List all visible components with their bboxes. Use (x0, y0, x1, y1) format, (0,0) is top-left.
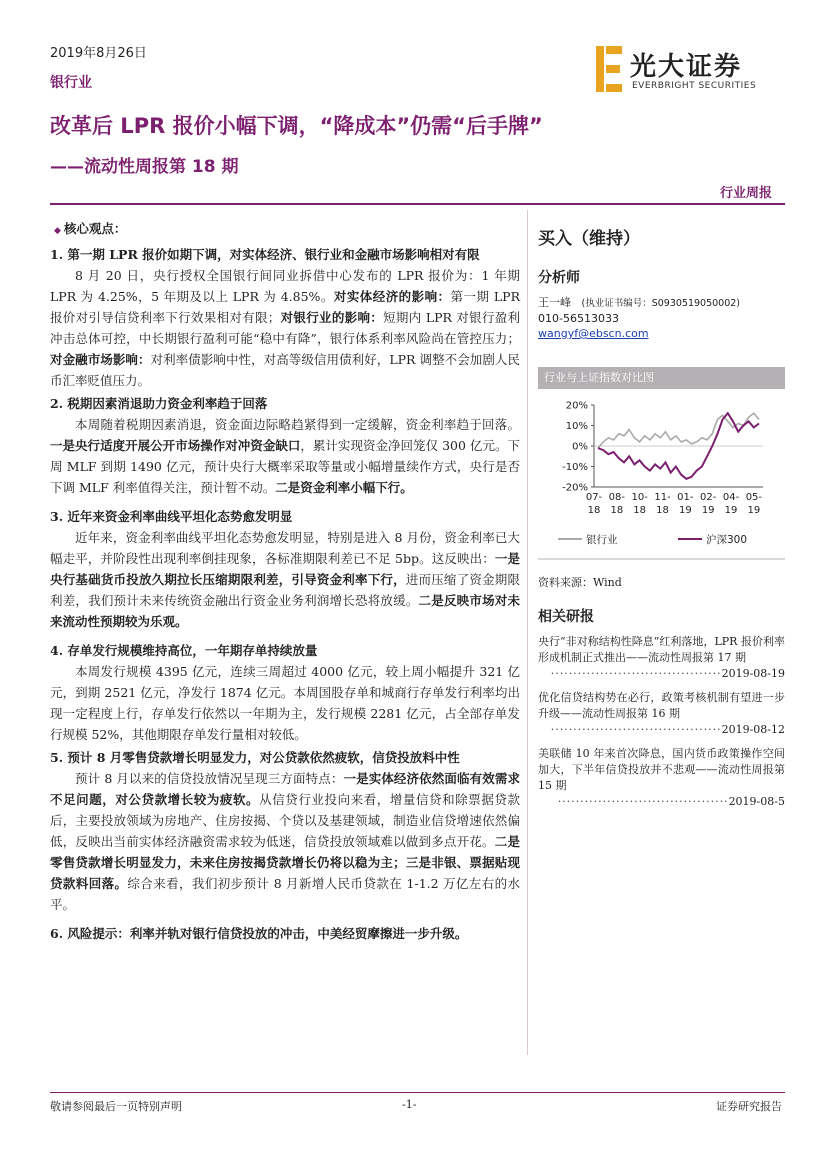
related-report-title[interactable]: 美联储 10 年来首次降息，国内货币政策操作空间加大，下半年信贷投放并不悲观——流动性周报第 15 期 (538, 747, 785, 792)
analyst-phone: 010-56513033 (538, 312, 619, 325)
leader-dots: ······································ (550, 723, 722, 736)
bold-text: 对实体经济的影响： (333, 289, 451, 304)
leader-dots: ······································ (550, 667, 722, 680)
body-text: 本周发行规模 4395 亿元，连续三周超过 4000 亿元，较上周小幅提升 321 亿元，到期 2521 亿元，净发行 1874 亿元。本周国股存单和城商行存单发行利率均出现一定程度上行，存单发行依然以一年期为主，发行规模 2281 亿元，占全部存单发行规模 52%，其他期限存单发行量相对较低。 (50, 664, 520, 742)
core-heading (50, 218, 520, 242)
x-tick-label: 05- (745, 492, 763, 503)
everbright-logo-icon (594, 46, 624, 92)
bold-text: 对银行业的影响： (280, 310, 384, 325)
series-line-bank (598, 413, 759, 448)
x-tick-label: 07- (585, 492, 603, 503)
legend-label: 沪深300 (706, 534, 748, 546)
column-divider (527, 210, 528, 1055)
main-content (50, 218, 520, 944)
section-heading: 1. 第一期 LPR 报价如期下调，对实体经济、银行业和金融市场影响相对有限 (50, 247, 480, 262)
analyst-name: 王一峰 (538, 296, 571, 309)
x-tick-label: 19 (701, 505, 715, 516)
spacer (50, 632, 520, 638)
logo-chinese-text: 光大证券 (630, 52, 743, 82)
body-text: ，累计实现资金净回笼仅 300 亿元。下周 MLF 到期 1490 亿元，预计央行大概率采取等量或小幅增量续作方式，央行是否下调 MLF 利率值得关注，预计暂不动。 (50, 438, 520, 495)
report-title: 改革后 LPR 报价小幅下调，“降成本”仍需“后手牌” (50, 114, 543, 138)
sections-container (50, 244, 520, 944)
x-tick-label: 02- (700, 492, 717, 503)
section-paragraph (50, 768, 520, 915)
body-text: 8 月 20 日，央行授权全国银行间同业拆借中心发布的 LPR 报价为：1 年期 LPR 为 4.25%，5 年期及以上 LPR 为 4.85%。 (50, 268, 520, 304)
company-logo (594, 44, 784, 96)
related-report-title[interactable]: 央行“非对称结构性降息”红利落地，LPR 报价利率形成机制正式推出——流动性周报第 17 期 (538, 635, 785, 664)
bold-text: 二是零售贷款增长明显发力，未来住房按揭贷款增长仍将以稳为主；三是非银、票据贴现贷款料回落。 (50, 834, 520, 891)
diamond-icon: ◆ (54, 226, 61, 236)
x-tick-label: 10- (631, 492, 648, 503)
body-text: 第一期 LPR 报价对引导信贷利率下行效果相对有限； (50, 289, 520, 325)
footer-report-label: 证券研究报告 (716, 1100, 782, 1113)
bold-text: 对金融市场影响： (50, 352, 151, 367)
y-tick-label: 10% (565, 421, 588, 432)
x-tick-label: 11- (654, 492, 671, 503)
leader-dots: ······································ (557, 795, 729, 808)
body-text: 近年来，资金利率曲线平坦化态势愈发明显，特别是进入 8 月份，资金利率已大幅走平，并阶段性出现利率倒挂现象，各标准期限利差已不足 5bp。这反映出： (50, 530, 520, 566)
section-paragraph (50, 265, 520, 391)
related-report-date (538, 722, 785, 738)
logo-english-text: EVERBRIGHT SECURITIES (632, 81, 757, 91)
spacer (50, 915, 520, 921)
x-tick-label: 19 (724, 505, 738, 516)
bold-text: 一是央行适度开展公开市场操作对冲资金缺口 (50, 438, 301, 453)
y-tick-label: 20% (565, 400, 588, 412)
related-heading: 相关研报 (538, 609, 594, 625)
section-heading: 4. 存单发行规模维持高位，一年期存单持续放量 (50, 643, 318, 658)
related-report-date-value: 2019-08-12 (721, 723, 785, 736)
x-tick-label: 01- (677, 492, 694, 503)
chart-svg (538, 389, 785, 567)
bold-text: 二是资金利率小幅下行。 (275, 480, 413, 495)
y-tick-label: -20% (562, 482, 588, 494)
related-report-title[interactable]: 优化信贷结构势在必行，政策考核机制有望进一步升级——流动性周报第 16 期 (538, 691, 785, 720)
page-number: -1- (402, 1098, 417, 1111)
body-text: 预计 8 月以来的信贷投放情况呈现三方面特点： (75, 771, 344, 786)
related-report-date-value: 2019-08-19 (721, 667, 785, 680)
body-text: 从信贷行业投向来看，增量信贷和除票据贷款后，主要投放领域为房地产、住房按揭、个贷以及基建领域，制造业信贷增速依然偏低，反映出当前实体经济融资需求较为低迷，信贷投放领域难以做到多点开花。 (50, 792, 520, 849)
legend-label: 银行业 (586, 534, 618, 546)
x-tick-label: 19 (678, 505, 692, 516)
section-paragraph (50, 414, 520, 498)
body-text: 综合来看，我们初步预计 8 月新增人民币贷款在 1-1.2 万亿左右的水平。 (50, 876, 520, 912)
x-tick-label: 04- (722, 492, 740, 503)
analyst-heading: 分析师 (538, 270, 580, 286)
report-type: 行业周报 (720, 186, 773, 201)
body-text: 本周随着税期因素消退，资金面边际略趋紧得到一定缓解，资金利率趋于回落。 (75, 417, 520, 432)
analyst-name-line (538, 295, 785, 311)
x-tick-label: 18 (633, 505, 647, 516)
sidebar (538, 218, 785, 810)
report-subtitle: ——流动性周报第 18 期 (50, 157, 239, 177)
bold-text: 一是实体经济依然面临有效需求不足问题，对公贷款增长较为疲软。 (50, 771, 520, 807)
core-heading-text: 核心观点： (63, 221, 127, 236)
section-heading: 2. 税期因素消退助力资金利率趋于回落 (50, 396, 268, 411)
related-reports-list (538, 634, 785, 810)
x-tick-label: 18 (610, 505, 624, 516)
comparison-chart (538, 367, 785, 570)
body-text: 进而压缩了资金期限利差，我们预计未来传统资金融出行资金业务利润增长恐将放缓。 (50, 572, 520, 608)
analyst-cert: (执业证书编号：S0930519050002) (581, 298, 741, 309)
analyst-email-link[interactable]: wangyf@ebscn.com (538, 327, 649, 340)
spacer (50, 498, 520, 504)
section-heading: 5. 预计 8 月零售贷款增长明显发力，对公贷款依然疲软，信贷投放料中性 (50, 750, 460, 765)
body-text: 对利率债影响中性，对高等级信用债利好，LPR 调整不会加剧人民币汇率贬值压力。 (50, 352, 520, 388)
bold-text: 一是央行基础货币投放久期拉长压缩期限利差，引导资金利率下行， (50, 551, 520, 587)
body-text: 短期内 LPR 对银行盈利冲击总体可控，中长期银行盈利可能“稳中有降”，银行体系利率风险尚在管控压力； (50, 310, 520, 346)
x-tick-label: 08- (608, 492, 626, 503)
section-heading: 3. 近年来资金利率曲线平坦化态势愈发明显 (50, 509, 293, 524)
bold-text: 二是反映市场对未来流动性预期较为乐观。 (50, 593, 520, 629)
related-report-date-value: 2019-08-5 (728, 795, 785, 808)
x-tick-label: 19 (747, 505, 761, 516)
header-divider (50, 203, 785, 205)
rating: 买入（维持） (538, 229, 640, 249)
sector-label: 银行业 (50, 75, 92, 91)
report-date: 2019年8月26日 (50, 46, 147, 61)
section-paragraph (50, 661, 520, 745)
x-tick-label: 18 (656, 505, 669, 516)
section-paragraph (50, 527, 520, 632)
chart-title: 行业与上证指数对比图 (538, 367, 785, 389)
y-tick-label: 0% (572, 441, 588, 453)
related-report-date (538, 794, 785, 810)
chart-source: 资料来源：Wind (538, 576, 622, 589)
related-report-date (538, 666, 785, 682)
section-heading: 6. 风险提示：利率并轨对银行信贷投放的冲击，中美经贸摩擦进一步升级。 (50, 926, 468, 941)
footer-divider (50, 1092, 785, 1093)
footer-disclaimer: 敬请参阅最后一页特别声明 (50, 1100, 182, 1113)
y-tick-label: -10% (562, 462, 588, 473)
x-tick-label: 18 (587, 505, 601, 516)
